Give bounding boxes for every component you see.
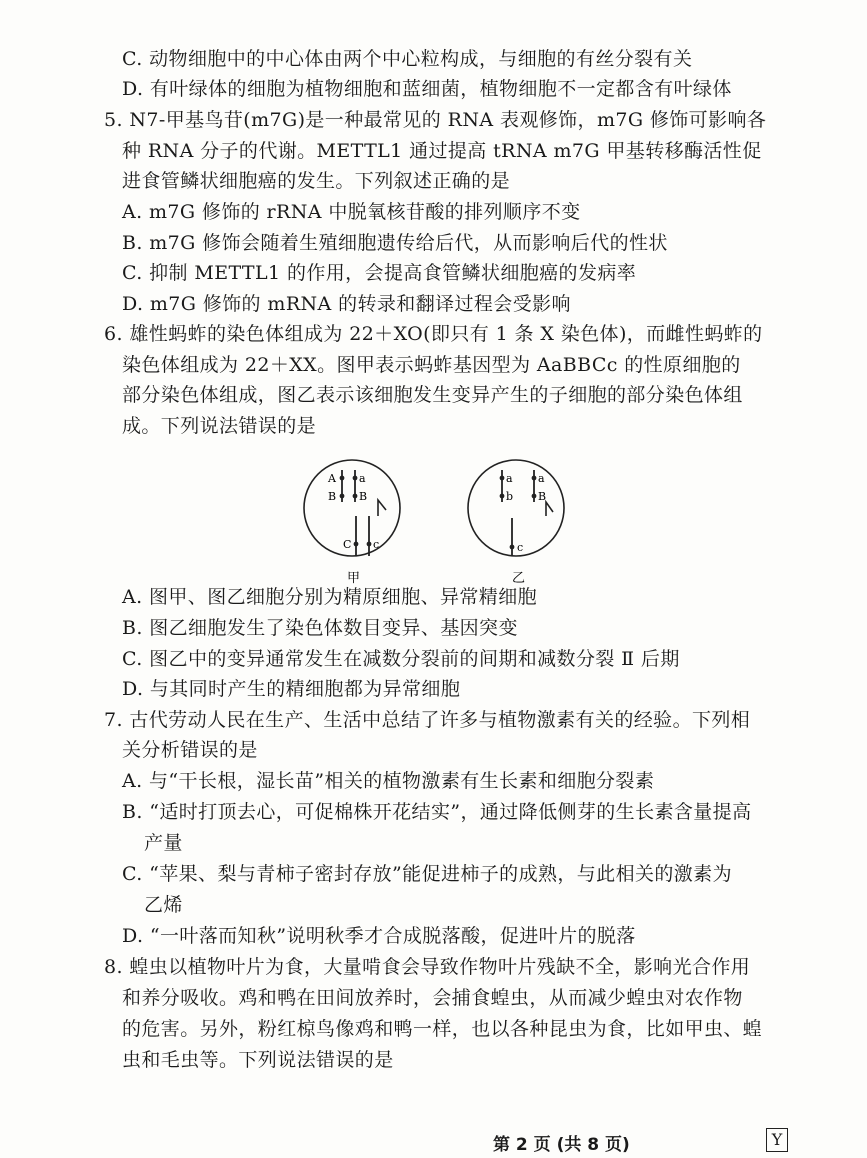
answer-option: A. 图甲、图乙细胞分别为精原细胞、异常精细胞: [122, 586, 538, 608]
gene-label: B: [328, 490, 337, 503]
question-stem: 6. 雄性蚂蚱的染色体组成为 22＋XO(即只有 1 条 X 染色体)，而雌性蚂蚱的: [104, 323, 763, 345]
question-text-line: 的危害。另外，粉红椋鸟像鸡和鸭一样，也以各种昆虫为食，比如甲虫、蝗: [122, 1018, 763, 1040]
question-text-line: 成。下列说法错误的是: [122, 415, 317, 437]
figure-caption-jia: 甲: [347, 571, 361, 586]
question-text-line: 关分析错误的是: [122, 739, 258, 761]
question-text-line: 产量: [144, 832, 183, 854]
gene-label: c: [517, 541, 524, 554]
answer-option: D. “一叶落而知秋”说明秋季才合成脱落酸，促进叶片的脱落: [122, 925, 636, 947]
answer-option: D. 与其同时产生的精细胞都为异常细胞: [122, 678, 461, 700]
gene-label: B: [359, 490, 368, 503]
answer-option: C. 抑制 METTL1 的作用，会提高食管鳞状细胞癌的发病率: [122, 262, 637, 284]
answer-option: A. 与“干长根，湿长苗”相关的植物激素有生长素和细胞分裂素: [122, 770, 655, 792]
gene-label: A: [328, 472, 336, 485]
answer-option: C. 图乙中的变异通常发生在减数分裂前的间期和减数分裂 Ⅱ 后期: [122, 648, 680, 670]
answer-option: C. 动物细胞中的中心体由两个中心粒构成，与细胞的有丝分裂有关: [122, 48, 693, 70]
question-stem: 8. 蝗虫以植物叶片为食，大量啃食会导致作物叶片残缺不全，影响光合作用: [104, 956, 751, 978]
answer-option: D. m7G 修饰的 mRNA 的转录和翻译过程会受影响: [122, 293, 571, 315]
gene-label: C: [343, 538, 352, 551]
question-text-line: 进食管鳞状细胞癌的发生。下列叙述正确的是: [122, 170, 511, 192]
cell-yi-diagram: [468, 460, 564, 556]
gene-label: a: [359, 472, 366, 485]
question-text-line: 部分染色体组成，图乙表示该细胞发生变异产生的子细胞的部分染色体组: [122, 384, 743, 406]
question-text-line: 种 RNA 分子的代谢。METTL1 通过提高 tRNA m7G 甲基转移酶活性促: [122, 140, 762, 162]
answer-option: B. 图乙细胞发生了染色体数目变异、基因突变: [122, 617, 518, 639]
cell-jia-diagram: [304, 460, 400, 556]
figure-caption-yi: 乙: [512, 571, 526, 586]
gene-label: a: [506, 472, 513, 485]
page-number: 第 2 页 (共 8 页): [493, 1135, 630, 1155]
answer-option: D. 有叶绿体的细胞为植物细胞和蓝细菌，植物细胞不一定都含有叶绿体: [122, 78, 732, 100]
paper-version-mark: Y: [766, 1128, 788, 1152]
gene-label: c: [373, 538, 380, 551]
gene-label: a: [538, 472, 545, 485]
gene-label: b: [506, 490, 514, 503]
question-text-line: 乙烯: [144, 894, 183, 916]
question-stem: 7. 古代劳动人民在生产、生活中总结了许多与植物激素有关的经验。下列相: [104, 709, 751, 731]
answer-option: A. m7G 修饰的 rRNA 中脱氧核苷酸的排列顺序不变: [122, 201, 581, 223]
answer-option: B. “适时打顶去心，可促棉株开花结实”，通过降低侧芽的生长素含量提高: [122, 801, 752, 823]
answer-option: C. “苹果、梨与青柿子密封存放”能促进柿子的成熟，与此相关的激素为: [122, 863, 732, 885]
question-stem: 5. N7-甲基鸟苷(m7G)是一种最常见的 RNA 表观修饰，m7G 修饰可影响各: [104, 109, 767, 131]
question-text-line: 和养分吸收。鸡和鸭在田间放养时，会捕食蝗虫，从而减少蝗虫对农作物: [122, 987, 743, 1009]
answer-option: B. m7G 修饰会随着生殖细胞遗传给后代，从而影响后代的性状: [122, 232, 668, 254]
question-text-line: 虫和毛虫等。下列说法错误的是: [122, 1049, 394, 1071]
gene-label: B: [538, 490, 547, 503]
question-text-line: 染色体组成为 22＋XX。图甲表示蚂蚱基因型为 AaBBCc 的性原细胞的: [122, 354, 741, 376]
chromosome-figure: [300, 452, 590, 592]
